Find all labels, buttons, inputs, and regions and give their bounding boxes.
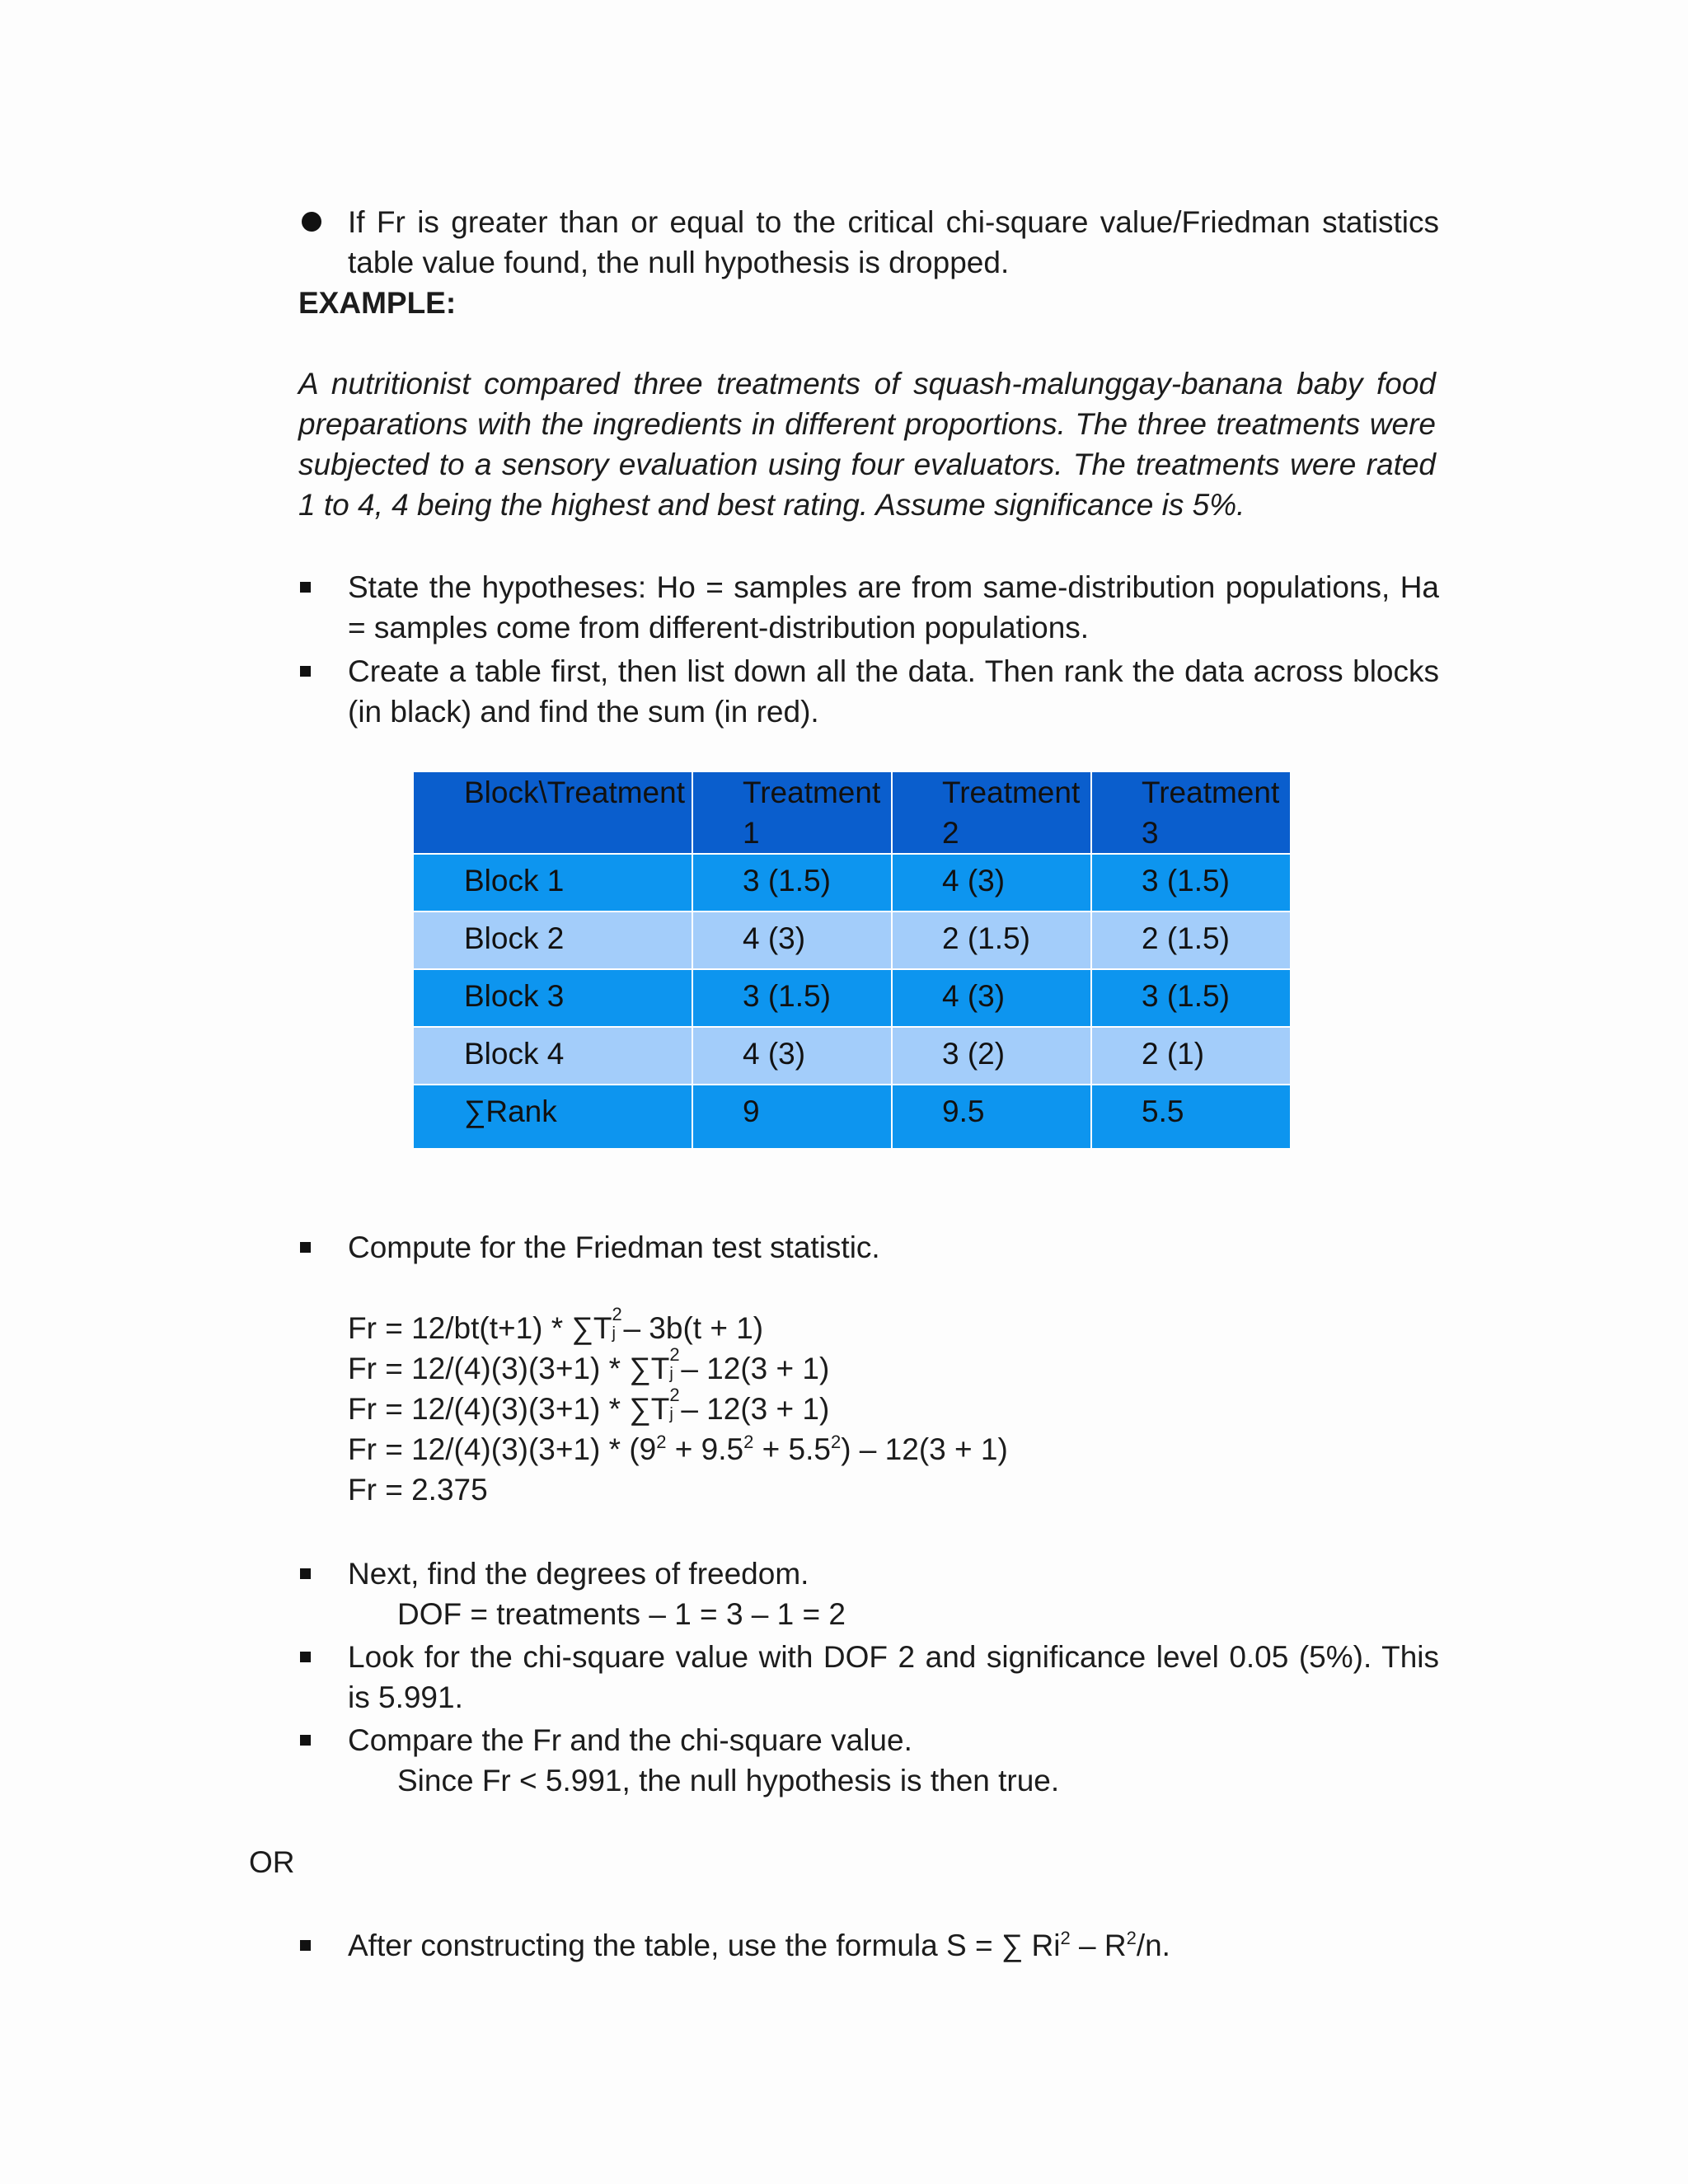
- step-create-table: Create a table first, then list down all the data. Then rank the data across blocks (in black) and find the sum (in red).: [348, 654, 1439, 729]
- table-cell: Block 3: [414, 969, 692, 1027]
- or-label: OR: [249, 1845, 295, 1879]
- step-alternate-formula: After constructing the table, use the formula S = ∑ $Ri^2 - R^2/n$.: [348, 1928, 1170, 1962]
- table-header-cell: Treatment 3: [1091, 772, 1290, 854]
- table-cell: 4 (3): [692, 1027, 892, 1085]
- step-chi-square: Look for the chi-square value with DOF 2 and significance level 0.05 (5%). This is 5.991.: [348, 1640, 1439, 1714]
- table-cell: 3 (1.5): [692, 969, 892, 1027]
- table-cell: Block 1: [414, 854, 692, 912]
- table-header-row: [414, 772, 1290, 854]
- table-row: [414, 912, 1290, 969]
- table-row: [414, 1027, 1290, 1085]
- table-cell: 9.5: [892, 1085, 1091, 1149]
- table-cell: 3 (2): [892, 1027, 1091, 1085]
- step-compare: Compare the Fr and the chi-square value.: [348, 1723, 912, 1757]
- formula-line-3: Fr = 12/(4)(3)(3+1) * ∑T 2 j – 12(3 + 1): [348, 1385, 830, 1426]
- table-cell: 4 (3): [892, 969, 1091, 1027]
- example-heading: EXAMPLE:: [298, 286, 457, 320]
- table-cell: Block 2: [414, 912, 692, 969]
- table-row: [414, 969, 1290, 1027]
- table-header-cell: Treatment 2: [892, 772, 1091, 854]
- table-cell: 9: [692, 1085, 892, 1149]
- table-cell: ∑Rank: [414, 1085, 692, 1149]
- formula-line-2: Fr = 12/(4)(3)(3+1) * ∑T 2 j – 12(3 + 1): [348, 1344, 830, 1385]
- dof-formula: DOF = treatments – 1 = 3 – 1 = 2: [397, 1597, 846, 1631]
- table-cell: 2 (1): [1091, 1027, 1290, 1085]
- intro-bullet-text: If Fr is greater than or equal to the critical chi-square value/Friedman statistics table value found, the null hypothesis is dropped.: [348, 205, 1439, 279]
- conclusion-text: Since Fr < 5.991, the null hypothesis is then true.: [397, 1764, 1060, 1797]
- square-bullet-icon: [300, 1568, 311, 1579]
- table-cell: 3 (1.5): [1091, 969, 1290, 1027]
- table-header-cell: Block\Treatment: [414, 772, 692, 854]
- bullet-dot-icon: [302, 212, 321, 232]
- square-bullet-icon: [300, 1940, 311, 1951]
- square-bullet-icon: [300, 1652, 311, 1662]
- friedman-data-table: [414, 772, 1290, 1150]
- table-header-cell: Treatment 1: [692, 772, 892, 854]
- table-cell: 2 (1.5): [892, 912, 1091, 969]
- table-cell: 3 (1.5): [692, 854, 892, 912]
- step-dof: Next, find the degrees of freedom.: [348, 1557, 809, 1591]
- table-sum-row: [414, 1085, 1290, 1149]
- table-cell: 4 (3): [892, 854, 1091, 912]
- table-cell: 4 (3): [692, 912, 892, 969]
- formula-line-4: $Fr = 12/(4)(3)(3+1) * (9^2 + 9.5^2 + 5.5^2) - 12(3 + 1)$: [348, 1432, 1008, 1466]
- square-bullet-icon: [300, 666, 311, 677]
- table-cell: Block 4: [414, 1027, 692, 1085]
- step-hypotheses: State the hypotheses: Ho = samples are from same-distribution populations, Ha = samples come from different-distribution populations.: [348, 570, 1439, 644]
- square-bullet-icon: [300, 582, 311, 593]
- square-bullet-icon: [300, 1242, 311, 1253]
- formula-line-1: Fr = 12/bt(t+1) * ∑T 2 j – 3b(t + 1): [348, 1304, 764, 1345]
- table-row: [414, 854, 1290, 912]
- step-compute: Compute for the Friedman test statistic.: [348, 1230, 880, 1264]
- square-bullet-icon: [300, 1735, 311, 1746]
- table-cell: 5.5: [1091, 1085, 1290, 1149]
- table-cell: 2 (1.5): [1091, 912, 1290, 969]
- formula-result: Fr = 2.375: [348, 1473, 488, 1507]
- table-cell: 3 (1.5): [1091, 854, 1290, 912]
- example-text: A nutritionist compared three treatments of squash-malunggay-banana baby food preparations with the ingredients in different proportions. The three treatments were subjected to a sensory evaluation using four evaluators. The treatments were rated 1 to 4, 4 being the highest and best rating. Assume significance is 5%.: [298, 367, 1436, 522]
